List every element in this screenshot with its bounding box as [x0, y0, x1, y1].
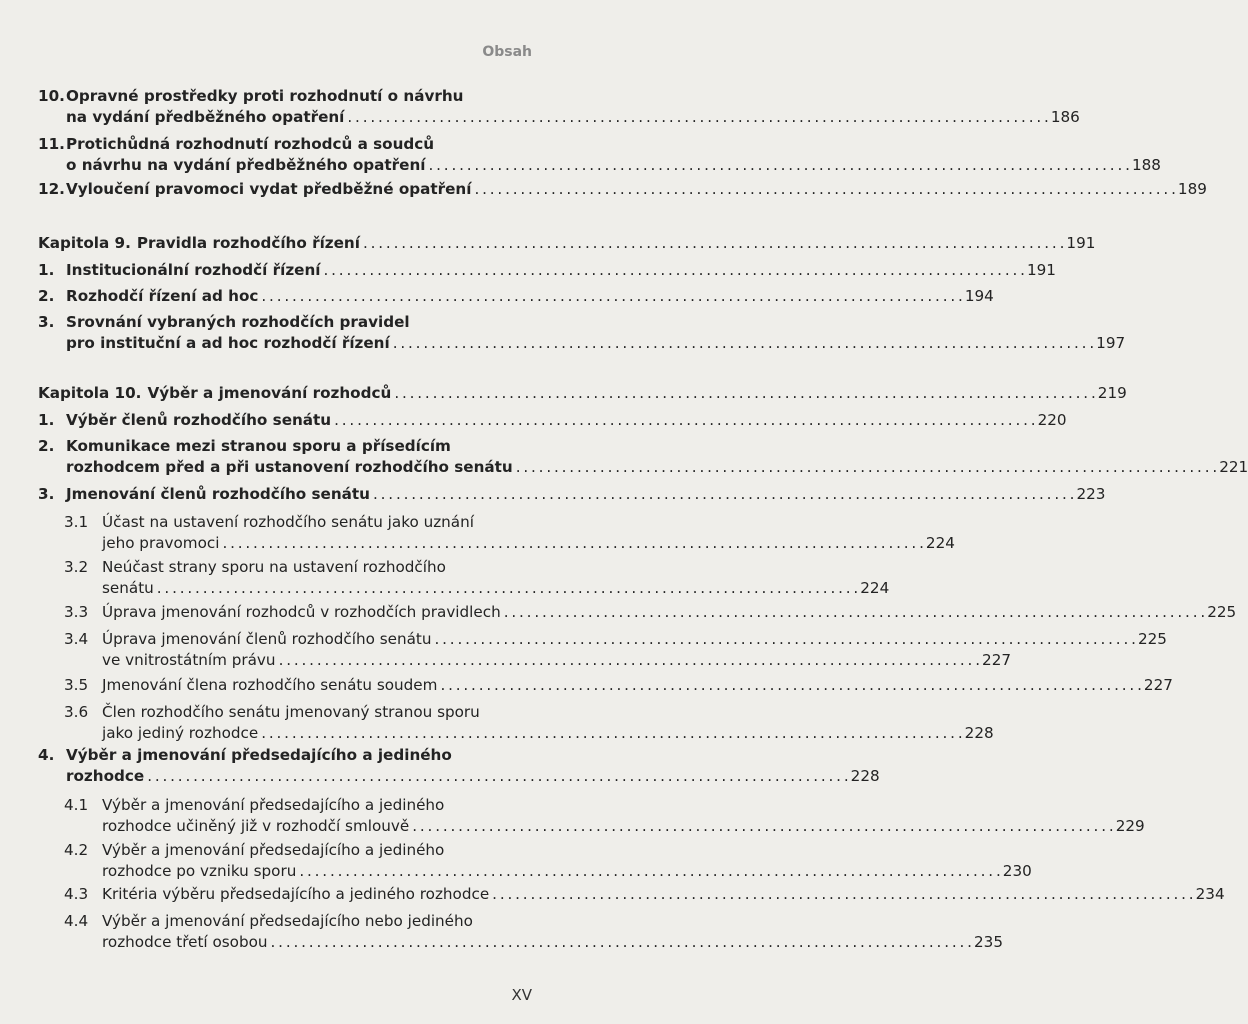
toc-entry-4-4 [38, 911, 1003, 953]
toc-title-line: Institucionální rozhodčí řízení [66, 261, 321, 279]
toc-entry-4-1 [38, 795, 1145, 837]
toc-number: 2. [38, 287, 55, 305]
chapter-number: Kapitola 9. [38, 234, 131, 252]
toc-number: 3.3 [64, 603, 89, 621]
leader-dots [412, 816, 1112, 837]
leader-dots [334, 410, 1034, 431]
leader-dots [324, 260, 1024, 281]
toc-page-number: 189 [1177, 180, 1207, 198]
leader-dots [261, 723, 961, 744]
toc-entry-9-1 [38, 260, 1056, 281]
toc-title-line: ve vnitrostátním právu [102, 651, 276, 669]
toc-title-line: Úprava jmenování členů rozhodčího senátu [102, 630, 432, 648]
toc-page-number: 188 [1131, 156, 1161, 174]
leader-dots [394, 383, 1094, 404]
toc-entry-3-2 [38, 557, 890, 599]
leader-dots [147, 766, 847, 787]
toc-number: 3.5 [64, 676, 89, 694]
toc-title-line: rozhodcem před a při ustanovení rozhodčího senátu [66, 458, 513, 476]
toc-page-number: 224 [860, 579, 890, 597]
leader-dots [492, 884, 1192, 905]
toc-title-line: Komunikace mezi stranou sporu a přísedícím [66, 437, 451, 455]
toc-title-line: Výběr a jmenování předsedajícího nebo jediného [102, 912, 473, 930]
leader-dots [393, 333, 1093, 354]
toc-entry-3-3 [38, 602, 1237, 623]
toc-entry-4-2 [38, 840, 1032, 882]
toc-entry-3-6 [38, 702, 994, 744]
toc-page-number: 227 [982, 651, 1012, 669]
toc-page-number: 219 [1097, 384, 1127, 402]
leader-dots [157, 578, 857, 599]
toc-title-line: Jmenování člena rozhodčího senátu soudem [102, 676, 438, 694]
toc-number: 3.1 [64, 513, 89, 531]
toc-number: 3.4 [64, 630, 89, 648]
chapter-title: Pravidla rozhodčího řízení [136, 234, 360, 252]
leader-dots [516, 457, 1216, 478]
toc-number: 10. [38, 87, 65, 105]
toc-chapter-9 [38, 233, 1096, 254]
toc-title-line: rozhodce učiněný již v rozhodčí smlouvě [102, 817, 410, 835]
toc-number: 4. [38, 746, 55, 764]
toc-title-line: pro instituční a ad hoc rozhodčí řízení [66, 334, 390, 352]
toc-chapter-10 [38, 383, 1127, 404]
toc-number: 4.4 [64, 912, 89, 930]
toc-title-line: rozhodce třetí osobou [102, 933, 268, 951]
leader-dots [434, 629, 1134, 650]
toc-entry-12 [38, 179, 1207, 200]
toc-page-number: 235 [974, 933, 1003, 951]
toc-entry-9-3 [38, 312, 1126, 354]
leader-dots [279, 650, 979, 671]
toc-title-line: Srovnání vybraných rozhodčích pravidel [66, 313, 410, 331]
toc-entry-4-3 [38, 884, 1225, 905]
toc-number: 4.3 [64, 885, 89, 903]
toc-page-number: 230 [1002, 862, 1032, 880]
toc-title-line: Neúčast strany sporu na ustavení rozhodčího [102, 558, 446, 576]
toc-entry-11 [38, 134, 1161, 176]
toc-title-line: Výběr a jmenování předsedajícího a jediného [102, 796, 445, 814]
toc-entry-3-4 [38, 629, 1167, 671]
toc-title-line: Člen rozhodčího senátu jmenovaný stranou sporu [102, 703, 480, 721]
leader-dots [347, 107, 1047, 128]
leader-dots [440, 675, 1140, 696]
toc-page-number: 197 [1096, 334, 1126, 352]
toc-entry-3-1 [38, 512, 955, 554]
toc-title-line: o návrhu na vydání předběžného opatření [66, 156, 426, 174]
toc-entry-10-4 [38, 745, 880, 787]
toc-page-number: 228 [850, 767, 880, 785]
toc-entry-3-5 [38, 675, 1173, 696]
toc-title-line: Vyloučení pravomoci vydat předběžné opatření [66, 180, 472, 198]
leader-dots [474, 179, 1174, 200]
toc-title-line: Protichůdná rozhodnutí rozhodců a soudců [66, 135, 435, 153]
toc-page-number: 220 [1037, 411, 1067, 429]
toc-page-number: 221 [1219, 458, 1248, 476]
leader-dots [261, 286, 961, 307]
toc-title-line: Jmenování členů rozhodčího senátu [66, 485, 370, 503]
toc-page-number: 224 [925, 534, 955, 552]
toc-page-number: 191 [1026, 261, 1056, 279]
leader-dots [271, 932, 971, 953]
chapter-title: Výběr a jmenování rozhodců [147, 384, 392, 402]
toc-page-number: 186 [1050, 108, 1080, 126]
toc-title-line: jako jediný rozhodce [102, 724, 259, 742]
toc-page-number: 234 [1195, 885, 1225, 903]
toc-title-line: rozhodce [66, 767, 145, 785]
running-head: Obsah [482, 44, 532, 60]
toc-page-number: 191 [1066, 234, 1096, 252]
toc-number: 1. [38, 261, 55, 279]
toc-number: 1. [38, 411, 55, 429]
toc-title-line: na vydání předběžného opatření [66, 108, 345, 126]
toc-number: 4.2 [64, 841, 89, 859]
toc-entry-10-1 [38, 410, 1067, 431]
toc-title-line: Výběr a jmenování předsedajícího a jediného [102, 841, 445, 859]
toc-page-number: 223 [1076, 485, 1106, 503]
leader-dots [504, 602, 1204, 623]
toc-page-number: 194 [964, 287, 994, 305]
toc-page-number: 228 [964, 724, 994, 742]
toc-number: 12. [38, 180, 65, 198]
toc-entry-10-3 [38, 484, 1106, 505]
toc-title-line: rozhodce po vzniku sporu [102, 862, 297, 880]
leader-dots [363, 233, 1063, 254]
toc-title-line: Výběr a jmenování předsedajícího a jediného [66, 746, 452, 764]
leader-dots [299, 861, 999, 882]
toc-title-line: Výběr členů rozhodčího senátu [66, 411, 332, 429]
chapter-number: Kapitola 10. [38, 384, 142, 402]
toc-title-line: Kritéria výběru předsedajícího a jediného rozhodce [102, 885, 490, 903]
toc-entry-10 [38, 86, 1080, 128]
toc-number: 3.6 [64, 703, 89, 721]
leader-dots [373, 484, 1073, 505]
page-folio: XV [511, 986, 532, 1004]
leader-dots [428, 155, 1128, 176]
toc-title-line: Účast na ustavení rozhodčího senátu jako uznání [102, 513, 474, 531]
toc-number: 3.2 [64, 558, 89, 576]
toc-page-number: 229 [1115, 817, 1145, 835]
toc-title-line: senátu [102, 579, 154, 597]
toc-page-number: 227 [1143, 676, 1173, 694]
toc-number: 4.1 [64, 796, 89, 814]
toc-page-number: 225 [1207, 603, 1237, 621]
toc-title-line: jeho pravomoci [102, 534, 220, 552]
toc-page-number: 225 [1137, 630, 1167, 648]
leader-dots [222, 533, 922, 554]
toc-title-line: Opravné prostředky proti rozhodnutí o návrhu [66, 87, 464, 105]
toc-number: 3. [38, 485, 55, 503]
toc-entry-10-2 [38, 436, 1248, 478]
toc-number: 2. [38, 437, 55, 455]
toc-title-line: Úprava jmenování rozhodců v rozhodčích pravidlech [102, 603, 501, 621]
toc-number: 11. [38, 135, 65, 153]
toc-title-line: Rozhodčí řízení ad hoc [66, 287, 259, 305]
toc-number: 3. [38, 313, 55, 331]
toc-entry-9-2 [38, 286, 994, 307]
